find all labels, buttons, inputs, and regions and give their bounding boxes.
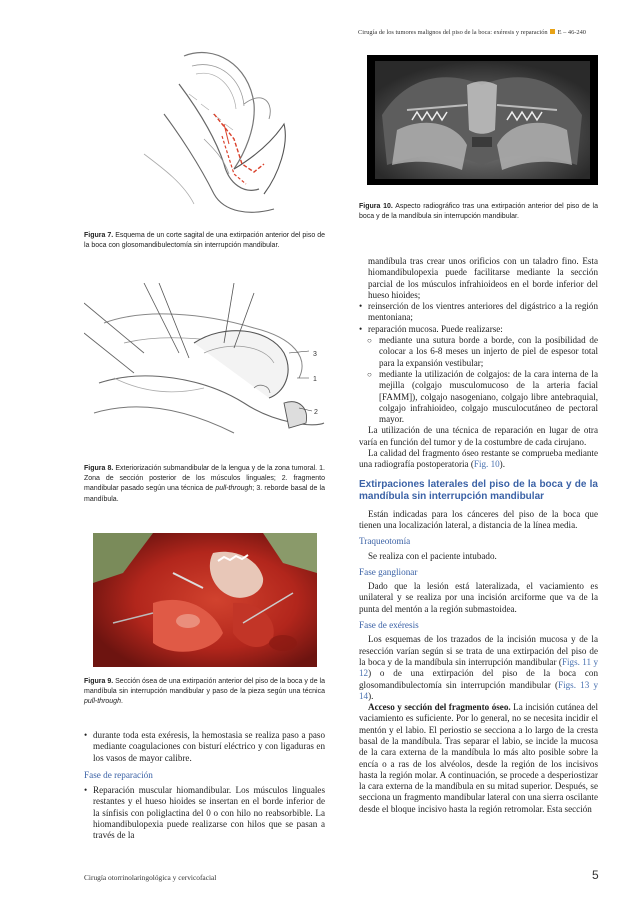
para-ganglionar: Dado que la lesión está lateralizada, el vaciamiento es unilateral y se realiza por una incisión arciforme que va de la punta del mentón a la región submastoidea. [359, 581, 598, 614]
page-number: 5 [592, 868, 599, 882]
para-calidad-a: La calidad del fragmento óseo restante se comprueba mediante una radiografía postoperatoria ( [359, 448, 598, 470]
figure-8-marker-2: 2 [314, 409, 318, 416]
subheading-exeresis: Fase de exéresis [359, 620, 419, 631]
para-exeresis [359, 634, 598, 702]
header-square-icon [550, 29, 555, 34]
para-acceso-title: Acceso y sección del fragmento óseo. [368, 702, 511, 713]
figure-8-text-a: Exteriorización submandibular de la lengua y de la zona tumoral. 1. Zona de sección posterior de los músculos linguales; 2. fragmento mandibular pasado según una técnica de [84, 465, 325, 493]
figure-9-caption [84, 677, 325, 708]
subbullet-sutura: ○ mediante una sutura borde a borde, con la posibilidad de colocar a los 6-8 meses un injerto de piel de espesor total para la expansión vestibular; [359, 335, 598, 369]
section-title: Extirpaciones laterales del piso de la boca y de la mandíbula sin interrupción mandibular [359, 478, 598, 502]
running-header [358, 29, 586, 36]
figure-8-label: Figura 8. [84, 465, 114, 472]
figure-9-italic: pull-through [84, 698, 121, 706]
figure-9-text-a: Sección ósea de una extirpación anterior del piso de la boca y de la mandíbula sin interrupción mandibular y paso de la pieza según una técnica [84, 678, 325, 696]
figure-7-label: Figura 7. [84, 232, 114, 239]
para-traqueotomia: Se realiza con el paciente intubado. [368, 550, 497, 561]
figure-8-drawing [84, 283, 325, 453]
para-hiomandibulopexia: mandíbula tras crear unos orificios con un taladro fino. Esta hiomandibulopexia puede facilitarse mediante la sección parcial de los músculos infrahioideos en el borde inferior del hueso hioides; [368, 256, 598, 300]
figure-7-caption [84, 231, 325, 251]
bullet-reinsercion: • reinserción de los vientres anteriores del digástrico a la región mentoniana; [359, 301, 598, 324]
figure-9-label: Figura 9. [84, 678, 114, 685]
subheading-traqueotomia: Traqueotomía [359, 536, 411, 547]
para-acceso-text: La incisión cutánea del vaciamiento es suficiente. Por lo general, no se necesita incidir el mentón y el labio. El periostio se secciona a lo largo de la cresta basal de la mandíbula. Tras separar el labio, se incide la mucosa de la cara externa de la mandíbula lo más alto posible sobre la encía o a ras de los alvéolos, desde la región de los incisivos hasta la región molar. A continuación, se procede a desperiostizar la cara externa de la mandíbula en su mitad superior. Después, se secciona un fragmento mandibular lateral con una sierra oscilante desde el bloque incisivo hasta la región retromolar. Esta sección [359, 702, 598, 814]
figure-8-italic: pull-through [215, 485, 253, 493]
figure-10-label: Figura 10. [359, 203, 393, 210]
figure-10-text: Aspecto radiográfico tras una extirpación anterior del piso de la boca y de la mandíbula sin interrupción mandibular. [359, 203, 598, 221]
para-exeresis-b: ) o de una extirpación del piso de la boca con glosomandibulectomía sin interrupción mandibular ( [359, 668, 598, 690]
figure-10-caption [359, 202, 598, 222]
para-exeresis-a: Los esquemas de los trazados de la incisión mucosa y de la resección varían según si se trata de una extirpación del piso de la boca y de la mandíbula sin interrupción mandibular ( [359, 634, 598, 667]
para-acceso [359, 702, 598, 815]
para-calidad [359, 448, 598, 471]
figure-8-text-b: ; 3. reborde basal de la mandíbula. [84, 485, 325, 503]
subheading-ganglionar: Fase ganglionar [359, 566, 418, 577]
subbullet-colgajos: ○ mediante la utilización de colgajos: de la cara interna de la mejilla (colgajo musculomucoso de la arteria facial [FAMM]), colgajo nasogeniano, colgajo libre antebraquial, colgajo infrahioideo, colgajo musculocutáneo de pectoral mayor. [359, 369, 598, 425]
bullet-reparacion-mucosa: • reparación mucosa. Puede realizarse: [359, 324, 598, 335]
figure-9-text-b: . [120, 698, 123, 706]
article-ref: E – 46-240 [557, 29, 586, 36]
link-figs-13-14[interactable]: Figs. 13 y 14 [359, 679, 598, 701]
figure-8-caption [84, 464, 325, 505]
figure-8-marker-3: 3 [313, 351, 317, 358]
subheading-reparacion: Fase de reparación [84, 769, 153, 780]
running-title: Cirugía de los tumores malignos del piso de la boca: exéresis y reparación [358, 29, 548, 36]
para-indicaciones: Están indicadas para los cánceres del piso de la boca que tienen una localización lateral, a distancia de la línea media. [359, 508, 598, 530]
link-fig-10[interactable]: Fig. 10 [473, 459, 500, 470]
figure-9-photo [93, 533, 317, 667]
para-utilizacion: La utilización de una técnica de reparación en lugar de otra varía en función del tumor y de la costumbre de cada cirujano. [359, 425, 598, 447]
figure-7-text: Esquema de un corte sagital de una extirpación anterior del piso de la boca con glosomandibulectomía sin interrupción mandibular. [84, 232, 325, 250]
figure-7-drawing [84, 44, 325, 224]
figure-8-marker-1: 1 [313, 376, 317, 383]
figure-10-radiograph [367, 55, 598, 185]
para-exeresis-c: ). [368, 690, 374, 701]
right-column-text [359, 256, 598, 815]
bullet-hemostasia: • durante toda esta exéresis, la hemostasia se realiza paso a paso mediante coagulaciones con bisturí eléctrico y con ligaduras en los vasos de mayor calibre. [84, 730, 325, 764]
bullet-reparacion-muscular: • Reparación muscular hiomandibular. Los músculos linguales restantes y el hueso hioides se insertan en el borde inferior de la sínfisis con poliglactina del 0 o con hilo no reabsorbible. La hiomandibulopexia puede realizarse con hilos que se pasan a través de la [84, 785, 325, 841]
link-figs-11-12[interactable]: Figs. 11 y 12 [359, 656, 598, 679]
para-calidad-b: ). [499, 459, 505, 470]
footer-journal: Cirugía otorrinolaringológica y cervicofacial [84, 873, 217, 882]
left-column-text [84, 730, 325, 842]
